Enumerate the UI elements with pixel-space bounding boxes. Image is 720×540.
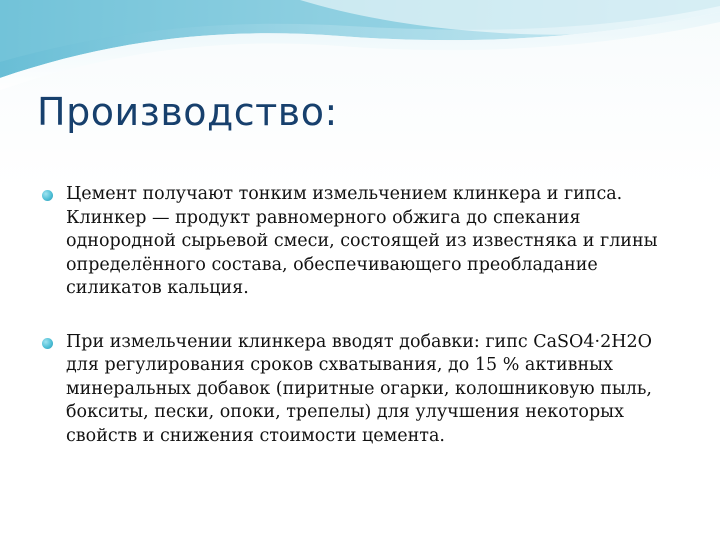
bullet-dot-icon (42, 190, 53, 201)
bullet-item (40, 331, 670, 449)
bullet-text: Цемент получают тонким измельчением клинкера и гипса. Клинкер — продукт равномерного обжига до спекания однородной сырьевой смеси, состоящей из известняка и глины определённого состава, обеспечивающего преобладание силикатов кальция. (66, 184, 658, 298)
bullet-item (40, 183, 670, 301)
bullet-text: При измельчении клинкера вводят добавки: гипс CaSO4·2H2O для регулирования сроков схватывания, до 15 % активных минеральных добавок (пиритные огарки, колошниковую пыль, бокситы, пески, опоки, трепелы) для улучшения некоторых свойств и снижения стоимости цемента. (66, 331, 652, 446)
bullet-list (40, 183, 670, 448)
header-wave-decoration (0, 0, 720, 90)
slide-title: Производство: (37, 90, 338, 134)
bullet-dot-icon (42, 338, 53, 349)
